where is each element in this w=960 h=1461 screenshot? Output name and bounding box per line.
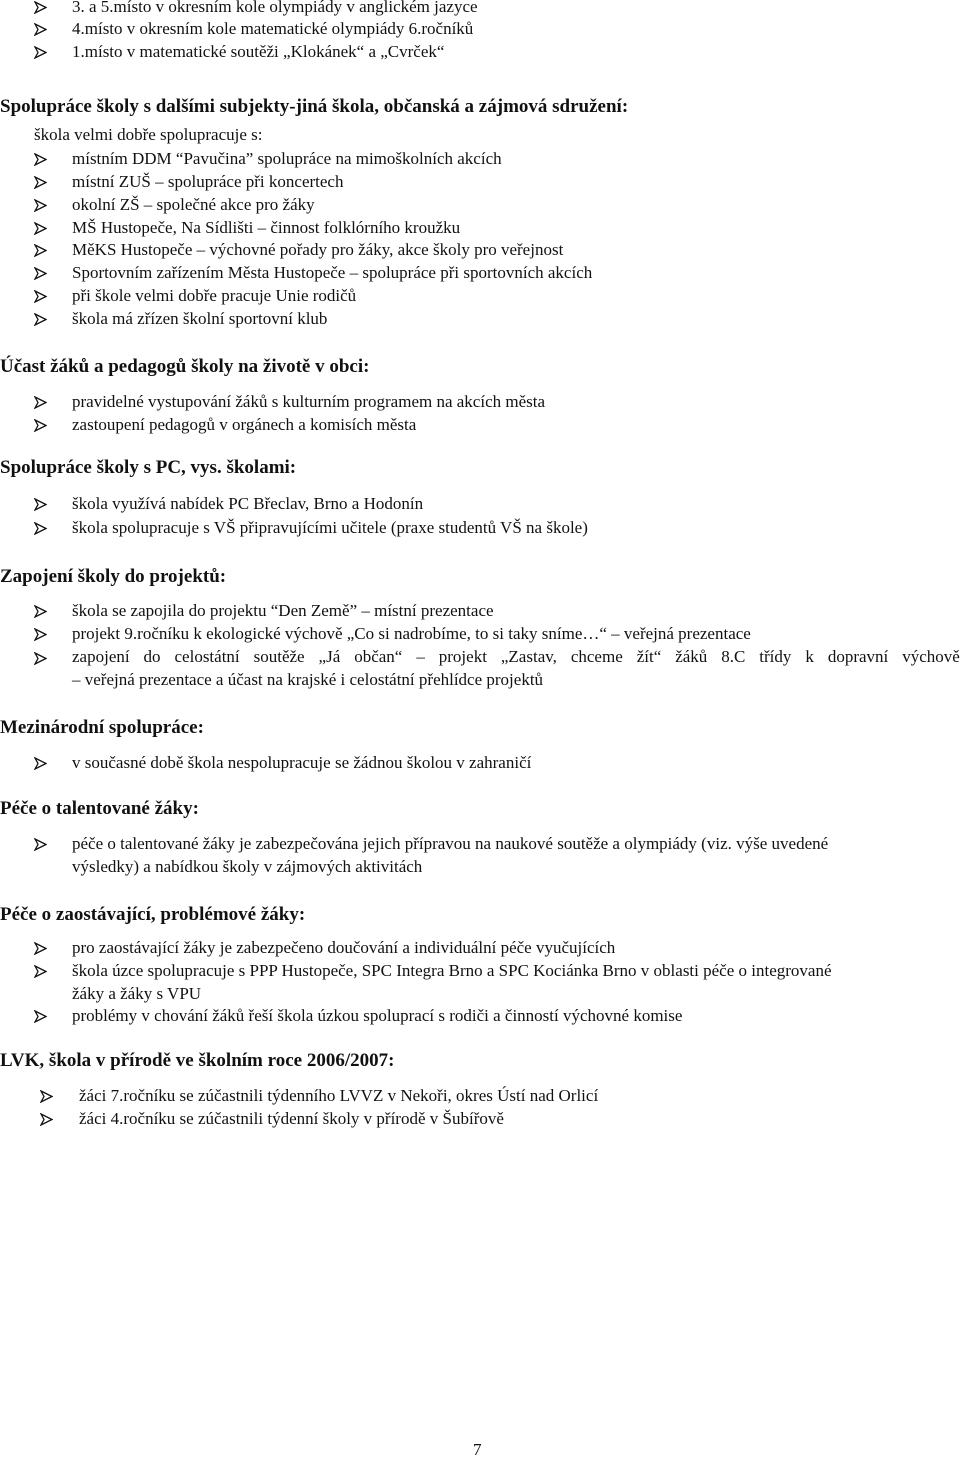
word: výchově: [902, 647, 960, 666]
list-item: 4.místo v okresním kole matematické olympiády 6.ročníků: [72, 19, 474, 38]
arrowhead-bullet-icon: [34, 965, 47, 978]
section-heading: LVK, škola v přírodě ve školním roce 2006/2007:: [0, 1050, 395, 1071]
list-item: žáci 7.ročníku se zúčastnili týdenního LVVZ v Nekoři, okres Ústí nad Orlicí: [79, 1086, 599, 1105]
word: 8.C: [721, 647, 746, 666]
arrowhead-bullet-icon: [34, 153, 47, 166]
list-item: 3. a 5.místo v okresním kole olympiády v anglickém jazyce: [72, 0, 478, 16]
section-intro: škola velmi dobře spolupracuje s:: [34, 125, 263, 144]
section-heading: Zapojení školy do projektů:: [0, 566, 227, 587]
arrowhead-bullet-icon: [34, 244, 47, 257]
list-item: škola spolupracuje s VŠ připravujícími učitele (praxe studentů VŠ na škole): [72, 518, 588, 537]
word: celostátní: [174, 647, 240, 666]
arrowhead-bullet-icon: [34, 628, 47, 641]
list-item: místním DDM “Pavučina” spolupráce na mimoškolních akcích: [72, 149, 502, 168]
arrowhead-bullet-icon: [34, 1010, 47, 1023]
arrowhead-bullet-icon: [34, 942, 47, 955]
word: –: [416, 647, 425, 666]
word: k: [805, 647, 814, 666]
arrowhead-bullet-icon: [34, 1, 47, 14]
list-item-continuation: výsledky) a nabídkou školy v zájmových aktivitách: [72, 857, 423, 876]
arrowhead-bullet-icon: [34, 419, 47, 432]
list-item: problémy v chování žáků řeší škola úzkou spoluprací s rodiči a činností výchovné komise: [72, 1006, 683, 1025]
list-item: žáci 4.ročníku se zúčastnili týdenní školy v přírodě v Šubířově: [79, 1109, 504, 1128]
list-item: pravidelné vystupování žáků s kulturním programem na akcích města: [72, 392, 546, 411]
list-item: škola úzce spolupracuje s PPP Hustopeče, SPC Integra Brno a SPC Kociánka Brno v oblasti péče o integrované: [72, 961, 832, 980]
arrowhead-bullet-icon: [34, 176, 47, 189]
word: občan“: [354, 647, 403, 666]
page-number: 7: [473, 1440, 482, 1459]
arrowhead-bullet-icon: [34, 652, 47, 665]
arrowhead-bullet-icon: [34, 222, 47, 235]
list-item: péče o talentované žáky je zabezpečována jejich přípravou na naukové soutěže a olympiády (viz. výše uvedené: [72, 834, 829, 853]
arrowhead-bullet-icon: [40, 1113, 53, 1126]
list-item: 1.místo v matematické soutěži „Klokánek“ a „Cvrček“: [72, 42, 445, 61]
word: chceme: [570, 647, 623, 666]
list-item: při škole velmi dobře pracuje Unie rodičů: [72, 286, 357, 305]
list-item: projekt 9.ročníku k ekologické výchově „Co si nadrobíme, to si taky sníme…“ – veřejná prezentace: [72, 624, 751, 643]
word: do: [143, 647, 161, 666]
list-item-continuation: žáky a žáky s VPU: [72, 984, 202, 1003]
list-item: Sportovním zařízením Města Hustopeče – spolupráce při sportovních akcích: [72, 263, 593, 282]
word: projekt: [438, 647, 487, 666]
list-item: místní ZUŠ – spolupráce při koncertech: [72, 172, 344, 191]
list-item: okolní ZŠ – společné akce pro žáky: [72, 195, 315, 214]
section-heading: Spolupráce školy s dalšími subjekty-jiná škola, občanská a zájmová sdružení:: [0, 96, 629, 117]
section-heading: Mezinárodní spolupráce:: [0, 717, 204, 738]
arrowhead-bullet-icon: [34, 290, 47, 303]
arrowhead-bullet-icon: [34, 498, 47, 511]
word: dopravní: [827, 647, 889, 666]
list-item: škola využívá nabídek PC Břeclav, Brno a Hodonín: [72, 494, 424, 513]
arrowhead-bullet-icon: [34, 23, 47, 36]
section-heading: Péče o talentované žáky:: [0, 798, 199, 819]
list-item: MěKS Hustopeče – výchovné pořady pro žáky, akce školy pro veřejnost: [72, 240, 564, 259]
section-heading: Péče o zaostávající, problémové žáky:: [0, 904, 306, 925]
list-item: škola má zřízen školní sportovní klub: [72, 309, 328, 328]
list-item-justified: [72, 646, 960, 668]
arrowhead-bullet-icon: [34, 46, 47, 59]
arrowhead-bullet-icon: [34, 396, 47, 409]
word: „Zastav,: [500, 647, 557, 666]
arrowhead-bullet-icon: [34, 757, 47, 770]
list-item: zastoupení pedagogů v orgánech a komisích města: [72, 415, 417, 434]
list-item: v současné době škola nespolupracuje se žádnou školou v zahraničí: [72, 753, 532, 772]
arrowhead-bullet-icon: [34, 522, 47, 535]
word: zapojení: [72, 647, 130, 666]
arrowhead-bullet-icon: [34, 313, 47, 326]
list-item: MŠ Hustopeče, Na Sídlišti – činnost folklórního kroužku: [72, 218, 461, 237]
arrowhead-bullet-icon: [34, 199, 47, 212]
arrowhead-bullet-icon: [34, 838, 47, 851]
section-heading: Spolupráce školy s PC, vys. školami:: [0, 457, 297, 478]
list-item-continuation: – veřejná prezentace a účast na krajské i celostátní přehlídce projektů: [72, 670, 544, 689]
word: žáků: [675, 647, 708, 666]
list-item: škola se zapojila do projektu “Den Země” – místní prezentace: [72, 601, 494, 620]
list-item: pro zaostávající žáky je zabezpečeno doučování a individuální péče vyučujících: [72, 938, 616, 957]
word: žít“: [636, 647, 662, 666]
arrowhead-bullet-icon: [34, 605, 47, 618]
arrowhead-bullet-icon: [34, 267, 47, 280]
word: třídy: [759, 647, 792, 666]
arrowhead-bullet-icon: [40, 1090, 53, 1103]
word: „Já: [318, 647, 341, 666]
word: soutěže: [253, 647, 305, 666]
section-heading: Účast žáků a pedagogů školy na životě v obci:: [0, 356, 370, 377]
